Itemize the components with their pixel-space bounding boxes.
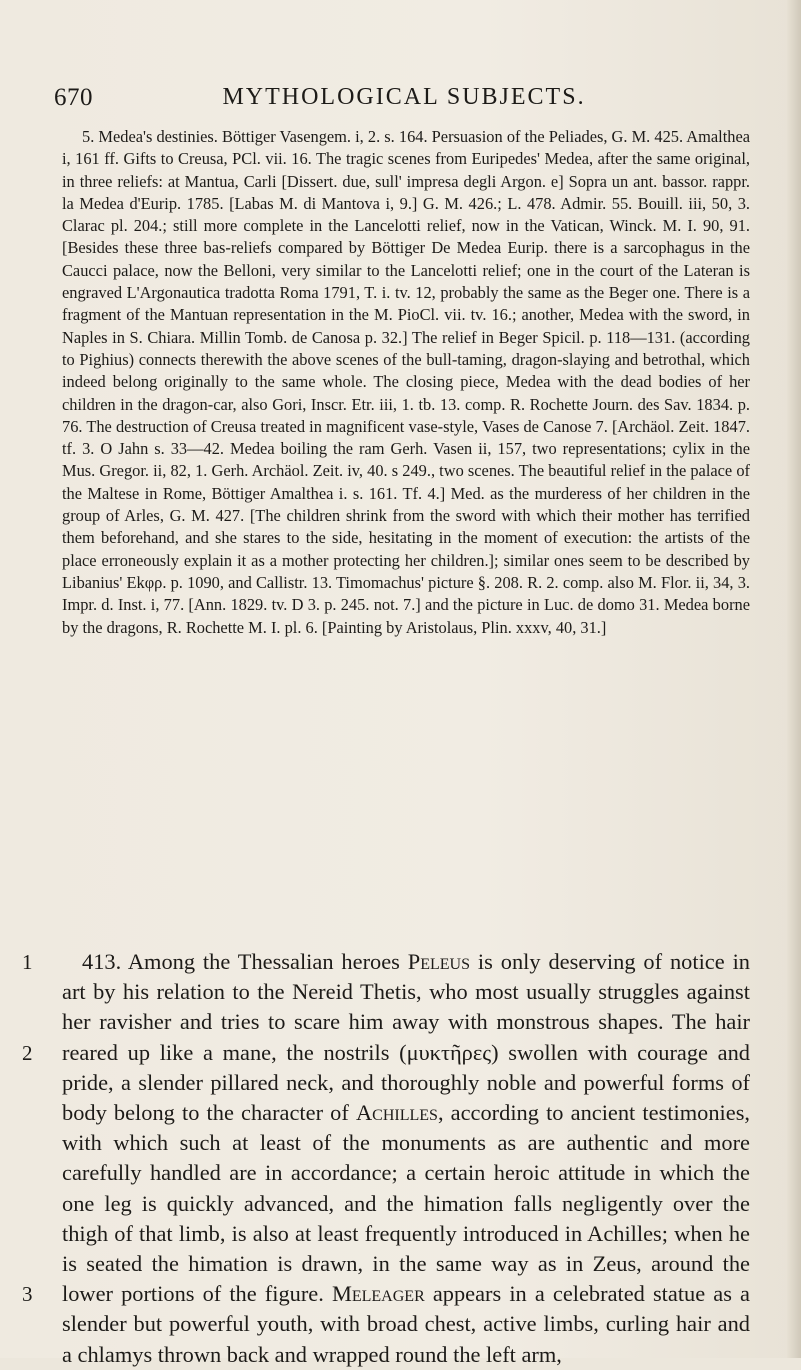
page-edge: [787, 0, 801, 1358]
section-413: [62, 947, 750, 1370]
body-text: is only deserving of notice in art by his relation to the Nereid Thetis, who most usually struggles against her ravisher and tries to scare him away with monstrous shapes. The hair reared up like a mane, the nostrils (μυκτῆρες) swollen with courage and pride, a slender pillared neck, and thoroughly noble and powerful forms of body belong to the character of: [62, 949, 750, 1126]
page-number: 670: [54, 84, 93, 111]
section-number: 413.: [82, 949, 122, 974]
main-text: [62, 947, 750, 1370]
running-title: MYTHOLOGICAL SUBJECTS.: [222, 84, 586, 110]
name-achilles: Achilles: [355, 1100, 438, 1126]
margin-number: 2: [22, 1041, 33, 1065]
page-header: [54, 84, 754, 114]
footnote-block: [62, 126, 750, 639]
name-meleager: Meleager: [331, 1281, 425, 1307]
note-paragraph: 5. Medea's destinies. Böttiger Vasengem. i, 2. s. 164. Persuasion of the Peliades, G. M. 425. Amalthea i, 161 ff. Gifts to Creusa, PCl. vii. 16. The tragic scenes from Euripedes' Medea, after the same original, in three reliefs: at Mantua, Carli [Dissert. due, sull' impresa degli Argon. e] Sopra un ant. bassor. rappr. la Medea d'Eurip. 1785. [Labas M. di Mantova i, 9.] G. M. 426.; L. 478. Admir. 55. Bouill. iii, 50, 3. Clarac pl. 204.; still more complete in the Lancelotti relief, now in the Vatican, Winck. M. I. 90, 91. [Besides these three bas-reliefs compared by Böttiger De Medea Eurip. there is a sarcophagus in the Caucci palace, now the Belloni, very similar to the Lancelotti relief; one in the court of the Lateran is engraved L'Argonautica tradotta Roma 1791, T. i. tv. 12, probably the same as the Beger one. There is a fragment of the Mantuan representation in the M. PioCl. vii. tv. 16.; another, Medea with the sword, in Naples in S. Chiara. Millin Tomb. de Canosa p. 32.] The relief in Beger Spicil. p. 118—131. (according to Pighius) connects therewith the above scenes of the bull-taming, dragon-slaying and betrothal, which indeed belong originally to the same whole. The closing piece, Medea with the dead bodies of her children in the dragon-car, also Gori, Inscr. Etr. iii, 1. tb. 13. comp. R. Rochette Journ. des Sav. 1834. p. 76. The destruction of Creusa treated in magnificent vase-style, Vases de Canose 7. [Archäol. Zeit. 1847. tf. 3. O Jahn s. 33—42. Medea boiling the ram Gerh. Vasen ii, 157, two representations; cylix in the Mus. Gregor. ii, 82, 1. Gerh. Archäol. Zeit. iv, 40. s 249., two scenes. The beautiful relief in the palace of the Maltese in Rome, Böttiger Amalthea i. s. 161. Tf. 4.] Med. as the murderess of her children in the group of Arles, G. M. 427. [The children shrink from the sword with which their mother has terrified them beforehand, and she stares to the side, hesitating in the moment of execution: the artists of the place erroneously explain it as a mother protecting her children.]; similar ones seem to be described by Libanius' Ekφρ. p. 1090, and Callistr. 13. Timomachus' picture §. 208. R. 2. comp. also M. Flor. ii, 34, 3. Impr. d. Inst. i, 77. [Ann. 1829. tv. D 3. p. 245. not. 7.] and the picture in Luc. de domo 31. Medea borne by the dragons, R. Rochette M. I. pl. 6. [Painting by Aristolaus, Plin. xxxv, 40, 31.]: [62, 127, 750, 637]
body-text: , according to ancient testimonies, with which such at least of the monuments as are authentic and more carefully handled are in accordance; a certain heroic attitude in which the one leg is quickly advanced, and the himation falls negligently over the thigh of that limb, is also at least frequently introduced in Achilles; when he is seated the himation is drawn, in the same way as in Zeus, around the lower portions of the figure.: [62, 1100, 751, 1307]
body-text: appears in a celebrated statue as a slender but powerful youth, with broad chest, active limbs, curling hair and a chlamys thrown back and wrapped round the left arm,: [62, 1281, 750, 1367]
body-text: Among the Thessalian heroes: [121, 949, 408, 974]
margin-number: 3: [22, 1282, 33, 1306]
margin-number: 1: [22, 950, 33, 974]
name-peleus: Peleus: [407, 949, 471, 974]
